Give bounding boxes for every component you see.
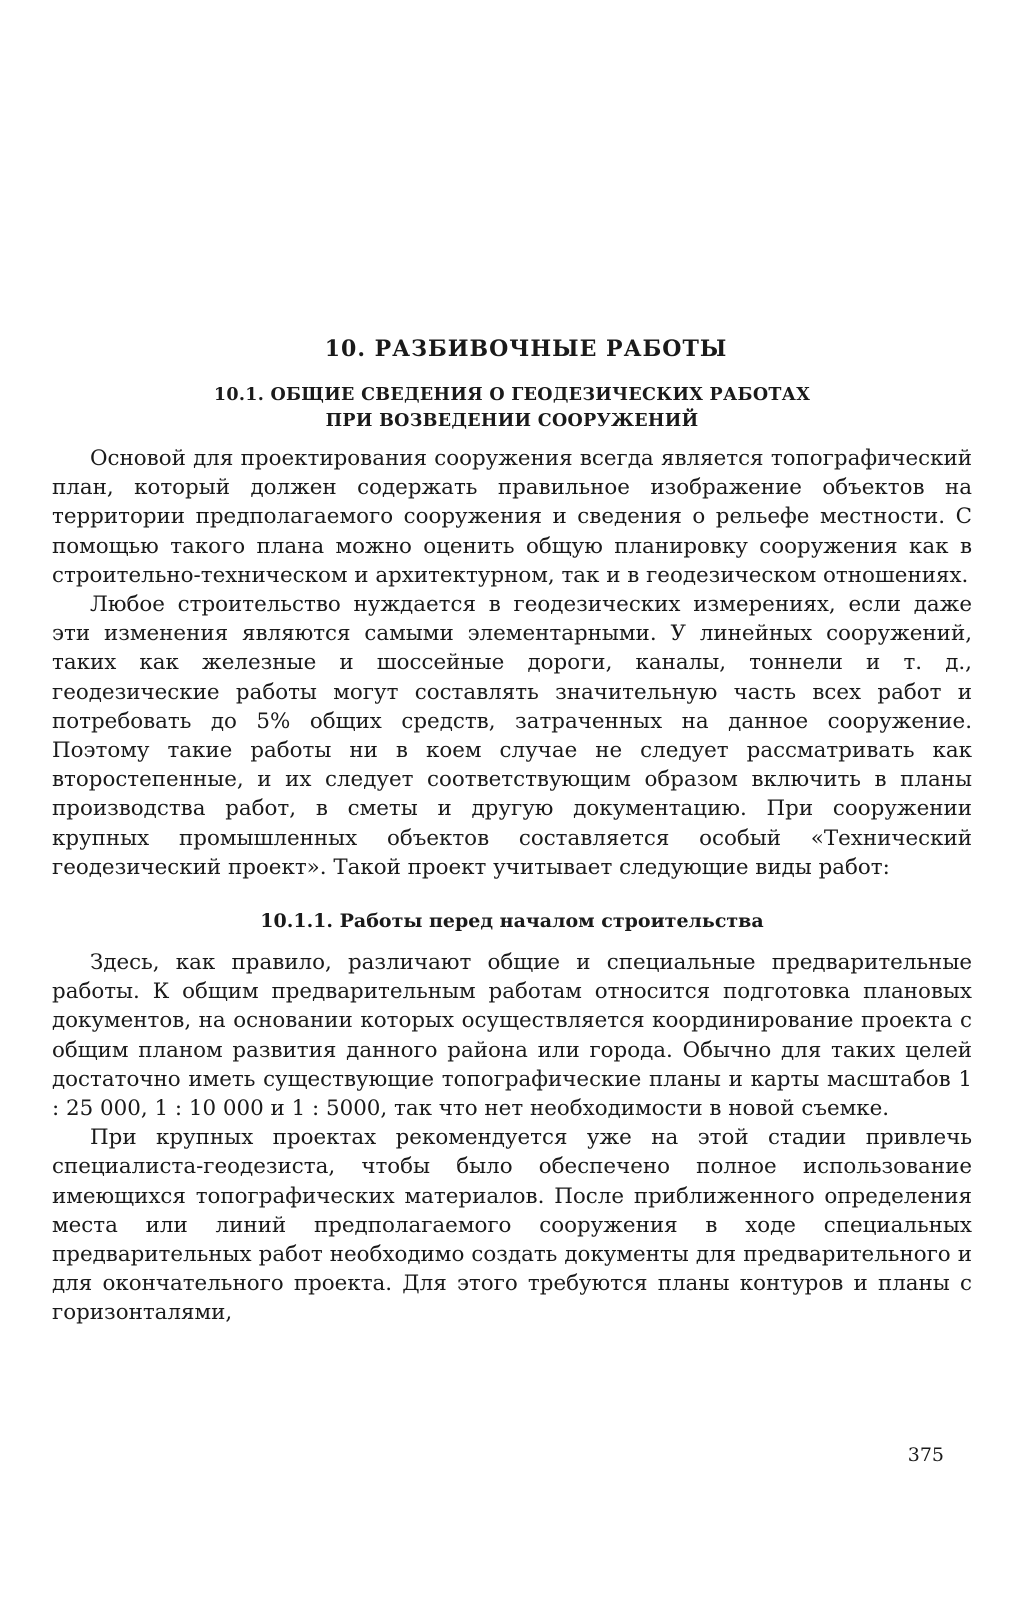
paragraph: Здесь, как правило, различают общие и специальные предварительные работы. К общим предварительным работам относится подготовка плановых документов, на основании которых осуществляется координирование проекта с общим планом развития данного района или города. Обычно для таких целей достаточно иметь существующие топографические планы и карты масштабов 1 : 25 000, 1 : 10 000 и 1 : 5000, так что нет необходимости в новой съемке.	[52, 950, 972, 1122]
paragraph: Основой для проектирования сооружения всегда является топографический план, который должен содержать правильное изображение объектов на территории предполагаемого сооружения и сведения о рельефе местности. С помощью такого плана можно оценить общую планировку сооружения как в строительно-техническом и архитектурном, так и в геодезическом отношениях.	[52, 446, 972, 588]
paragraph: При крупных проектах рекомендуется уже на этой стадии привлечь специалиста-геодезиста, чтобы было обеспечено полное использование имеющихся топографических материалов. После приближенного определения места или линий предполагаемого сооружения в ходе специальных предварительных работ необходимо создать документы для предварительного и для окончательного проекта. Для этого требуются планы контуров и планы с горизонталями,	[52, 1125, 972, 1326]
subsection-title: 10.1.1. Работы перед началом строительства	[260, 910, 764, 933]
page-number: 375	[907, 1444, 944, 1466]
chapter-title: 10. РАЗБИВОЧНЫЕ РАБОТЫ	[324, 336, 728, 362]
page-content	[52, 336, 972, 1328]
section-title-line-1: 10.1. ОБЩИЕ СВЕДЕНИЯ О ГЕОДЕЗИЧЕСКИХ РАБОТАХ	[213, 385, 811, 405]
section-title-line-2: ПРИ ВОЗВЕДЕНИИ СООРУЖЕНИЙ	[325, 411, 699, 431]
paragraph: Любое строительство нуждается в геодезических измерениях, если даже эти изменения являются самыми элементарными. У линейных сооружений, таких как железные и шоссейные дороги, каналы, тоннели и т. д., геодезические работы могут составлять значительную часть всех работ и потребовать до 5% общих средств, затраченных на данное сооружение. Поэтому такие работы ни в коем случае не следует рассматривать как второстепенные, и их следует соответствующим образом включить в планы производства работ, в сметы и другую документацию. При сооружении крупных промышленных объектов составляется особый «Технический геодезический проект». Такой проект учитывает следующие виды работ:	[52, 592, 972, 880]
section-title	[52, 382, 972, 434]
